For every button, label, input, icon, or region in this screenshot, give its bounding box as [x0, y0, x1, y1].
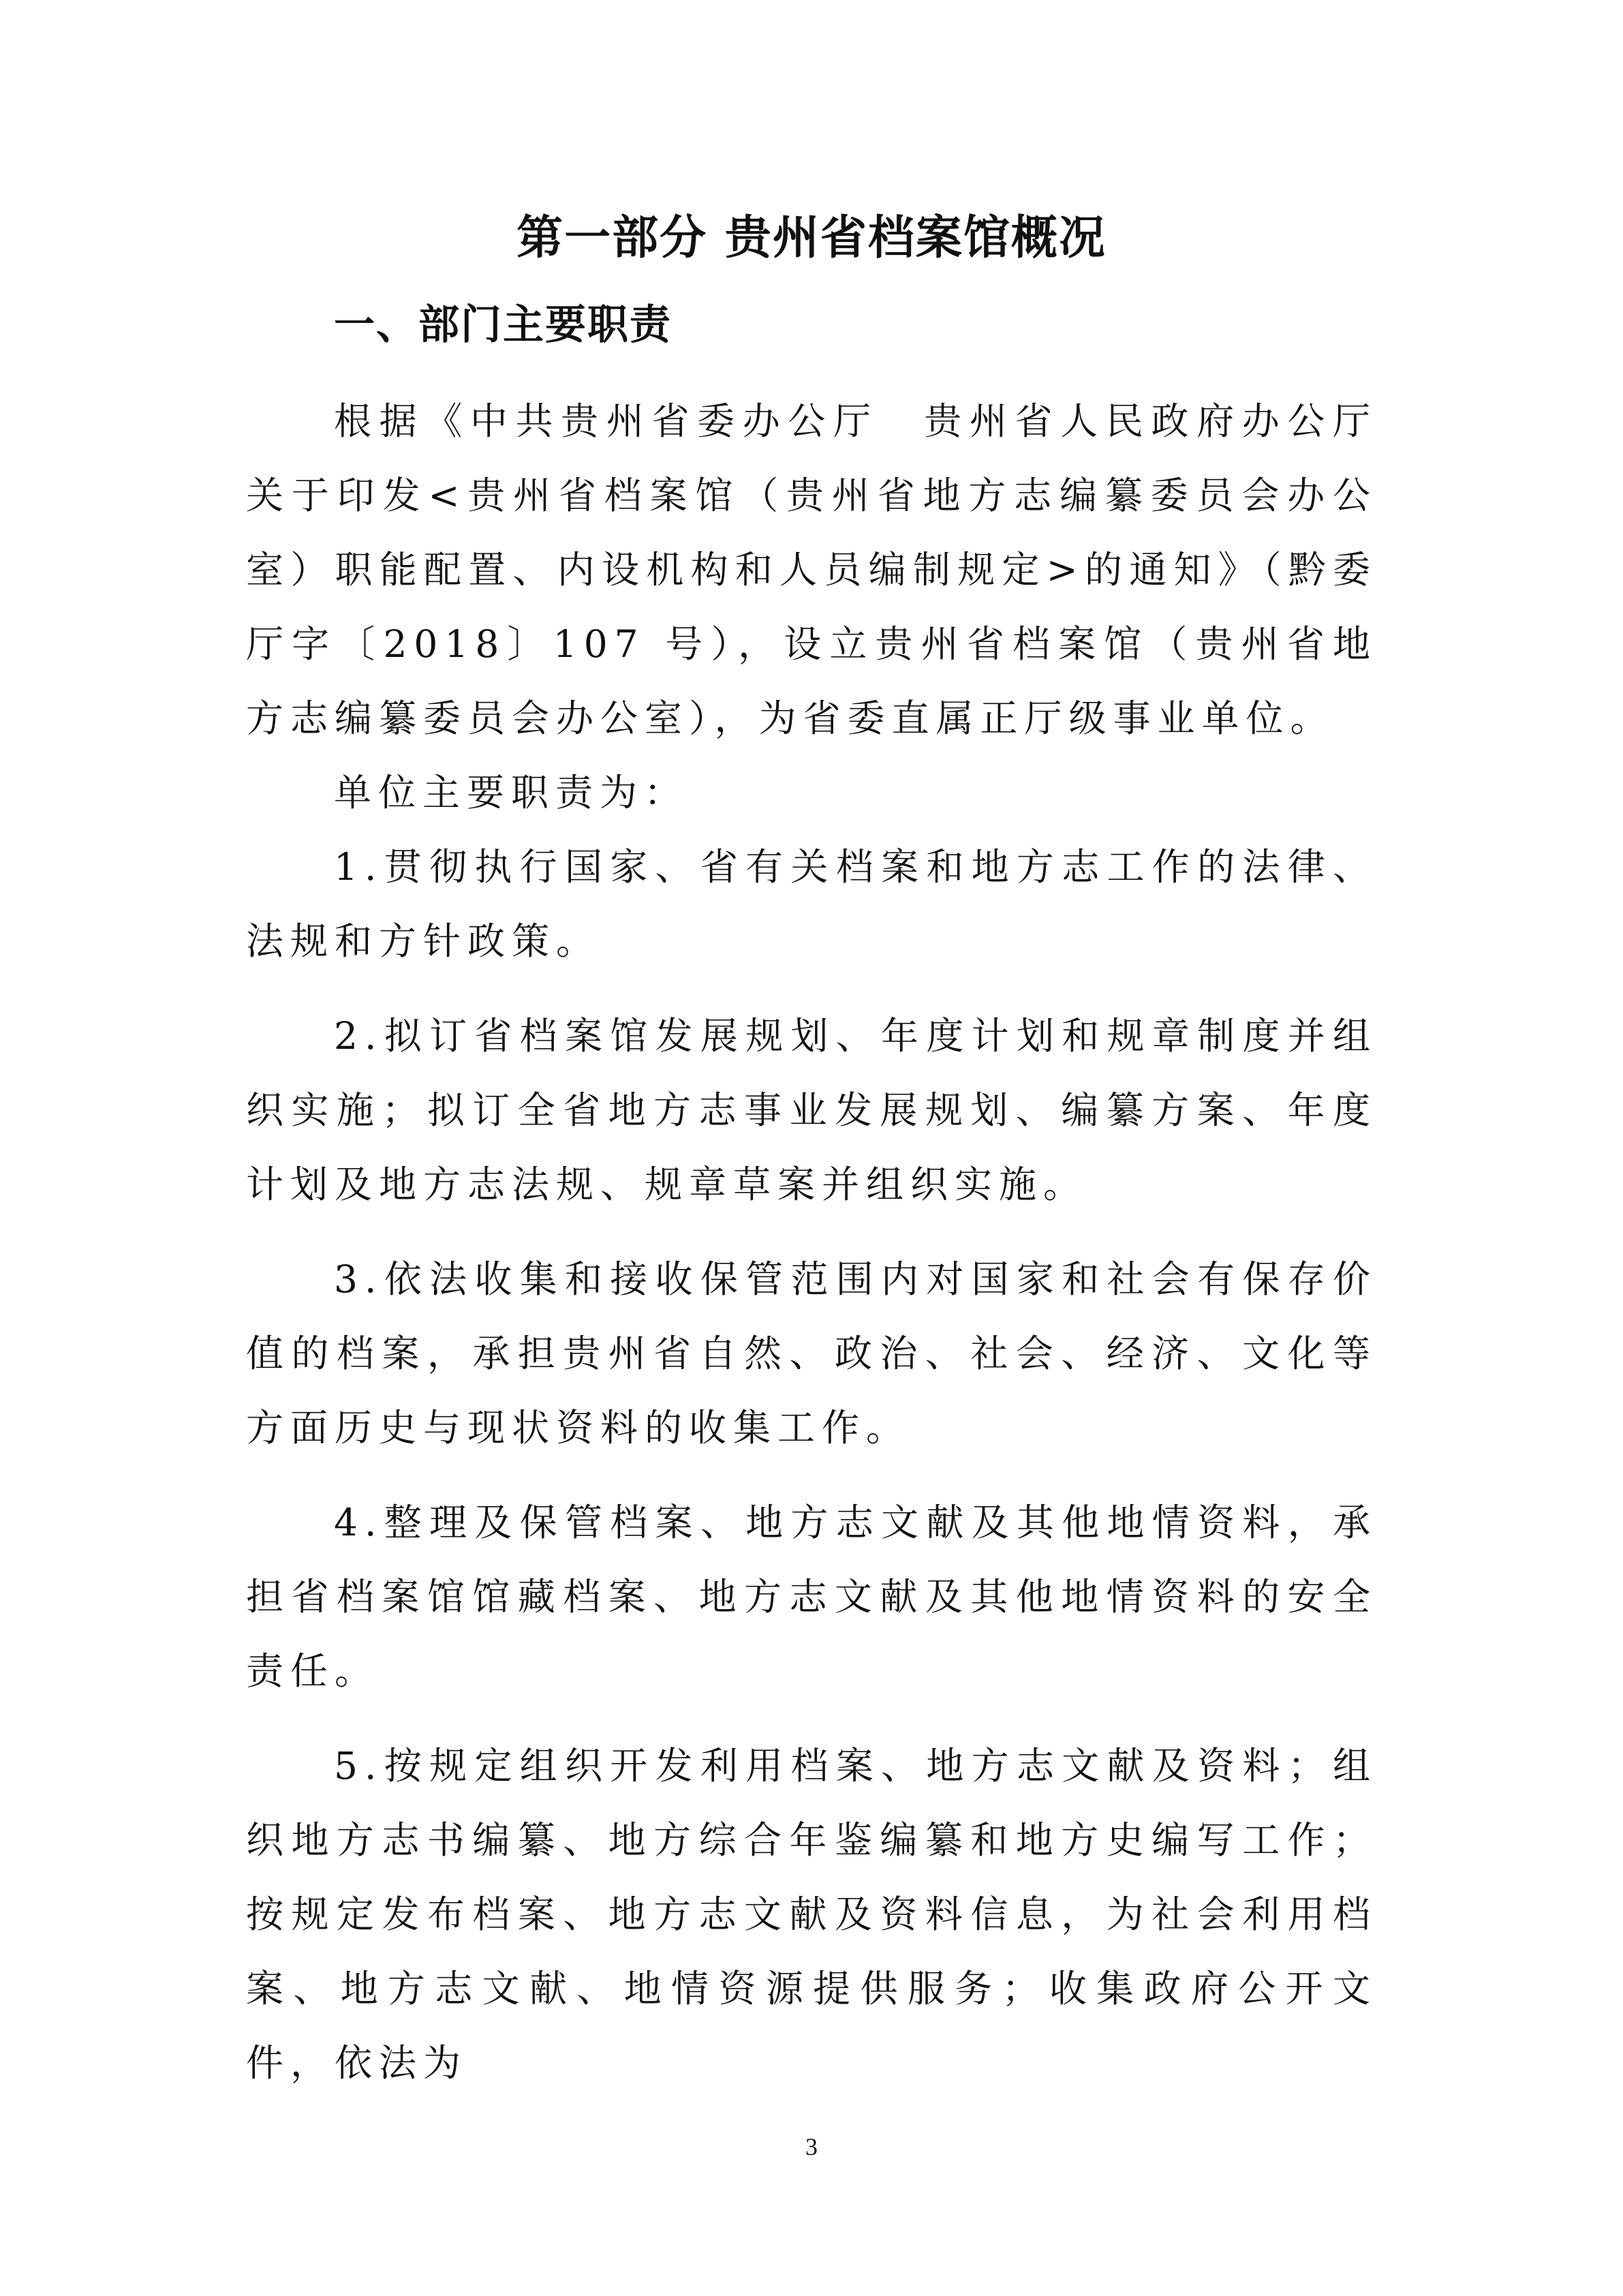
- paragraph-duty-3: 3.依法收集和接收保管范围内对国家和社会有保存价值的档案，承担贵州省自然、政治、社会、经济、文化等方面历史与现状资料的收集工作。: [246, 1257, 1377, 1450]
- document-title: 第一部分 贵州省档案馆概况: [516, 211, 1107, 265]
- document-body: [246, 384, 1377, 2121]
- page-number: 3: [805, 2133, 818, 2160]
- paragraph-duty-1: 1.贯彻执行国家、省有关档案和地方志工作的法律、法规和方针政策。: [246, 845, 1377, 963]
- paragraph-duty-4: 4.整理及保管档案、地方志文献及其他地情资料，承担省档案馆馆藏档案、地方志文献及其他地情资料的安全责任。: [246, 1501, 1377, 1693]
- section-heading: 一、部门主要职责: [334, 301, 672, 349]
- paragraph-duty-2: 2.拟订省档案馆发展规划、年度计划和规章制度并组织实施；拟订全省地方志事业发展规划、编纂方案、年度计划及地方志法规、规章草案并组织实施。: [246, 1014, 1377, 1206]
- paragraph-intro: 根据《中共贵州省委办公厅 贵州省人民政府办公厅关于印发<贵州省档案馆（贵州省地方志编纂委员会办公室）职能配置、内设机构和人员编制规定>的通知》（黔委厅字〔2018〕107 号），设立贵州省档案馆（贵州省地方志编纂委员会办公室），为省委直属正厅级事业单位。: [246, 399, 1377, 740]
- paragraph-duty-5: 5.按规定组织开发利用档案、地方志文献及资料；组织地方志书编纂、地方综合年鉴编纂和地方史编写工作；按规定发布档案、地方志文献及资料信息，为社会利用档案、地方志文献、地情资源提供服务；收集政府公开文件，依法为: [246, 1744, 1377, 2085]
- paragraph-duties-lead: 单位主要职责为：: [334, 771, 689, 814]
